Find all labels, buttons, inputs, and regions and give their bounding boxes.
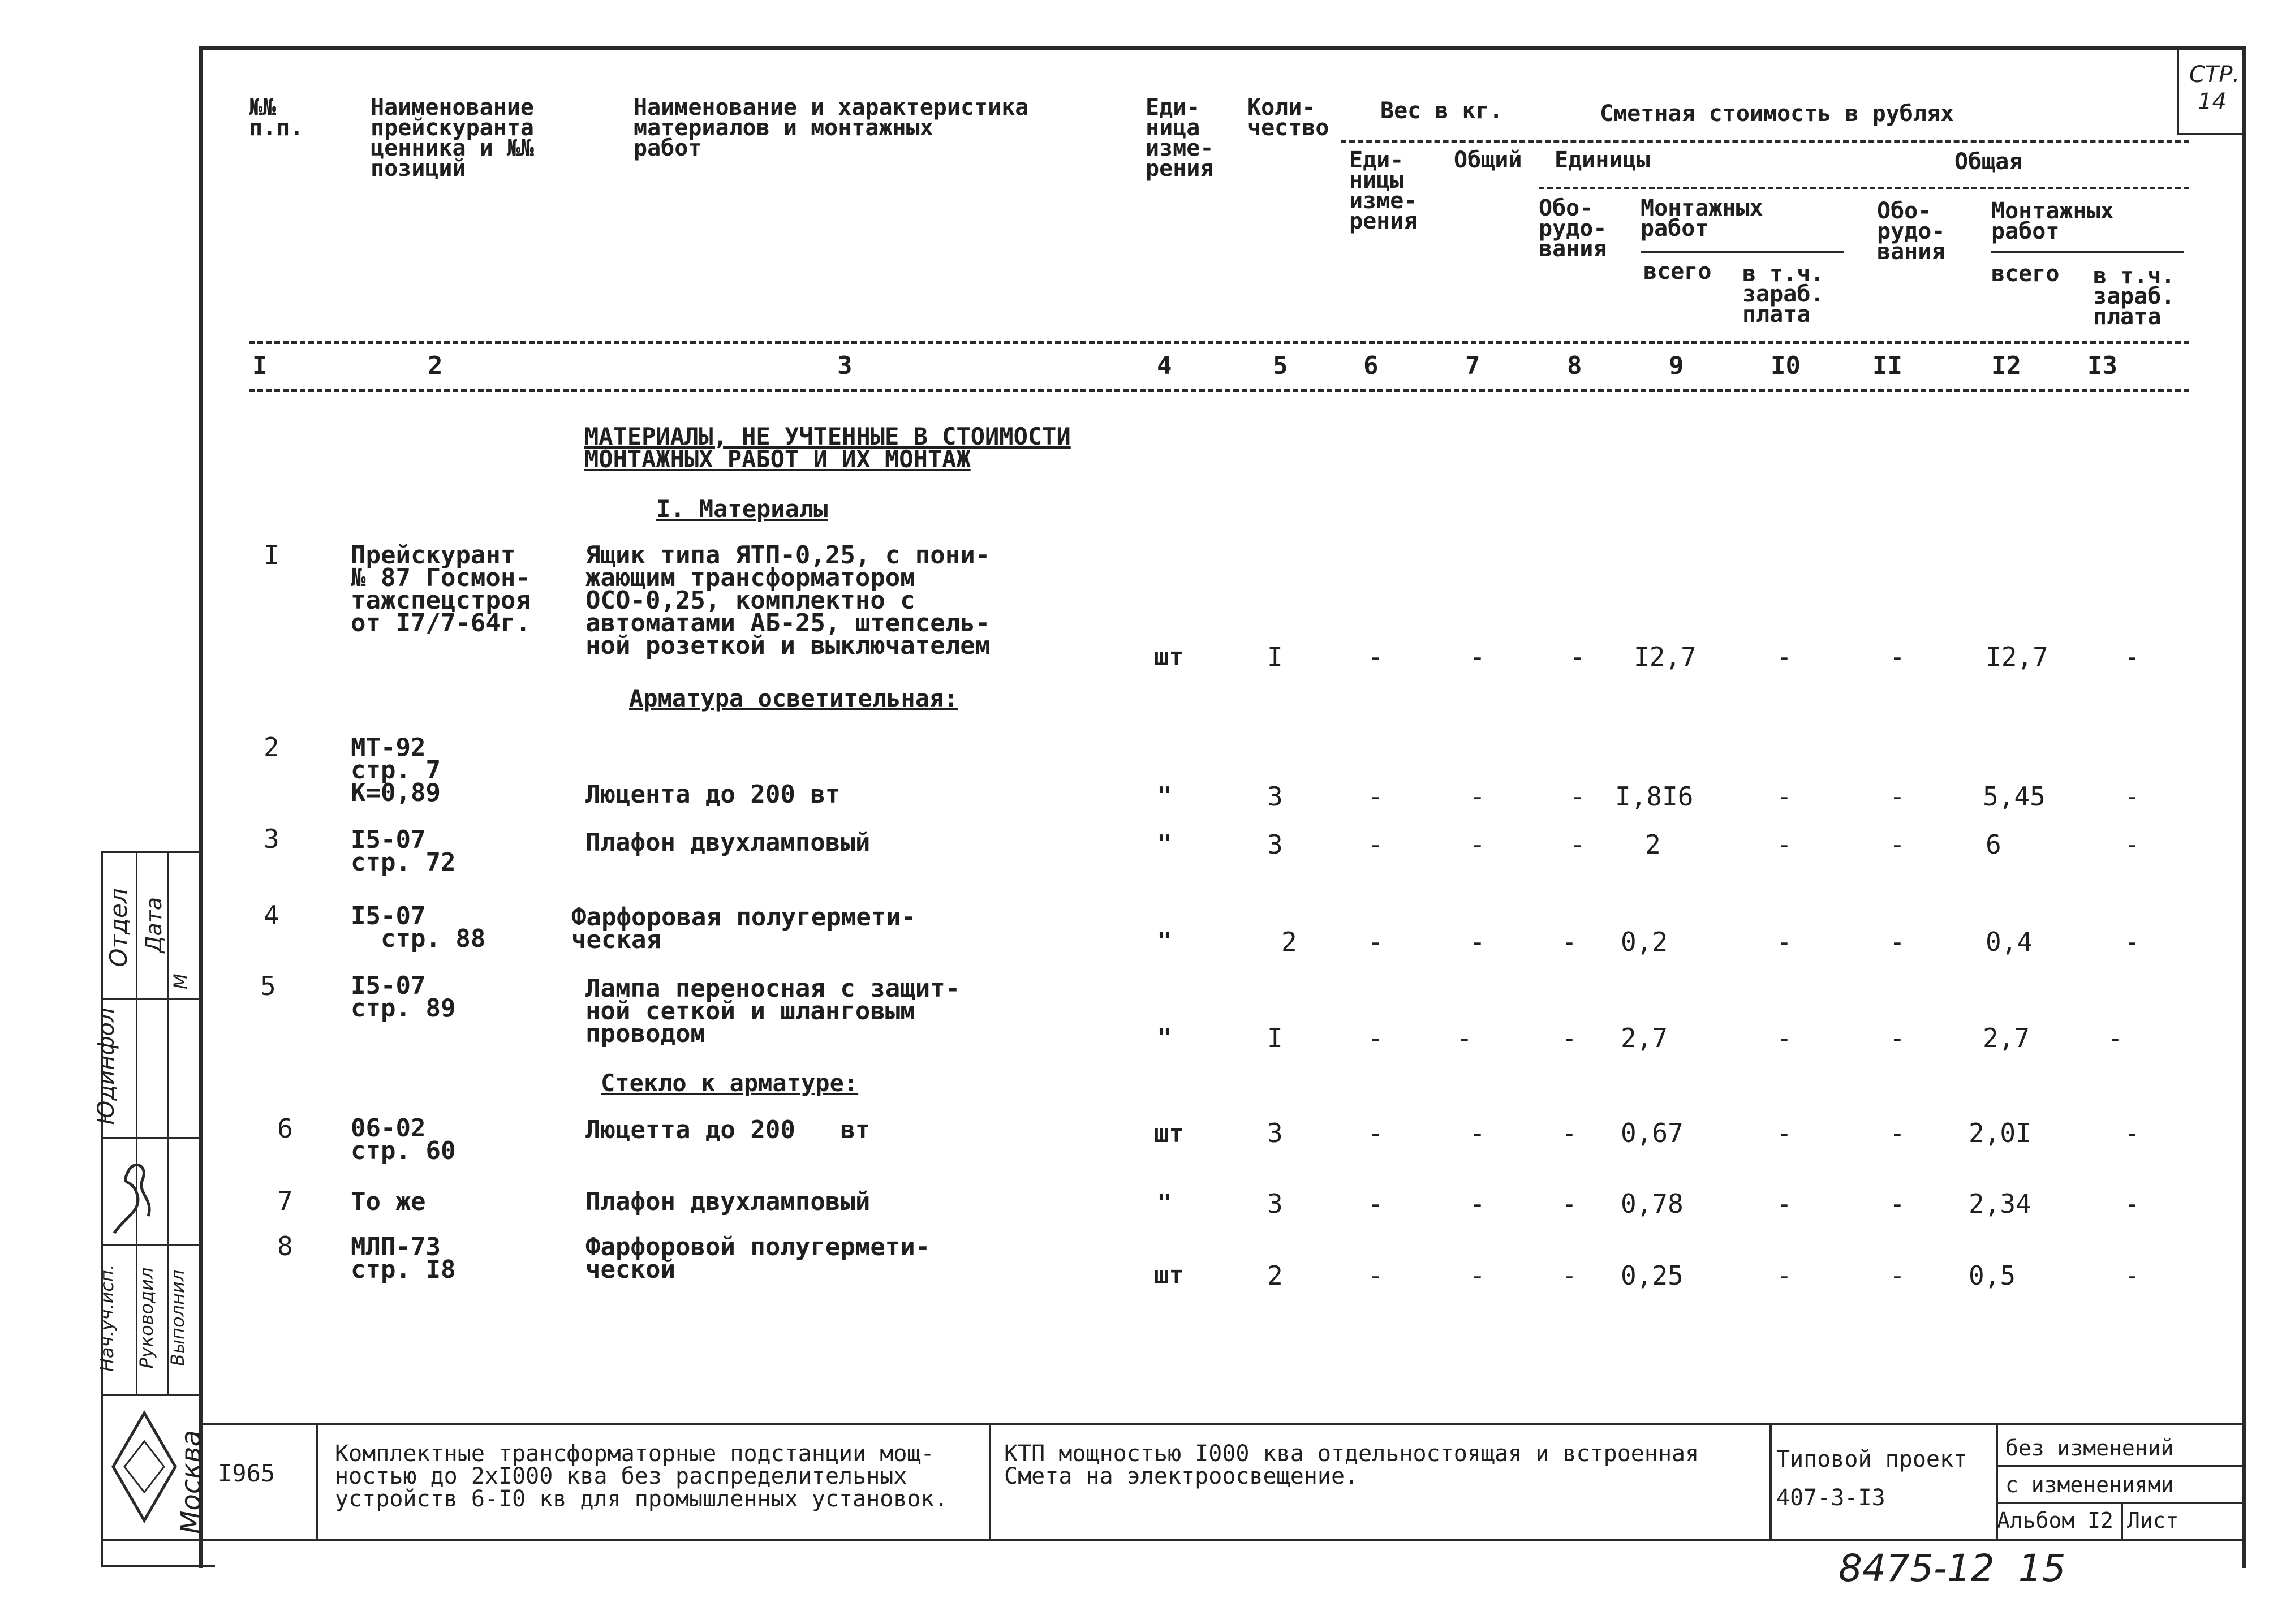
row-wage: - [1776, 1260, 1792, 1291]
header-col-5: Коли- чество [1247, 94, 1329, 141]
header-dash-1 [1341, 140, 2189, 143]
page-box-left [2177, 46, 2179, 134]
footer-project-label: Типовой проект [1776, 1446, 1967, 1472]
header-dash-2 [1539, 187, 2189, 189]
row-name: Плафон двухламповый [585, 828, 871, 857]
row-allt: 2,0I [1969, 1118, 2031, 1148]
row-unit: шт [1154, 1119, 1184, 1148]
row-qty: 3 [1267, 781, 1283, 812]
footer-no-change: без изменений [2005, 1436, 2174, 1461]
row-ref: I5-07 стр. 72 [351, 825, 456, 877]
header-all-total: всего [1991, 261, 2060, 287]
colnum-4: 4 [1157, 351, 1172, 380]
footer-year: I965 [218, 1459, 275, 1487]
row-w1: - [1368, 641, 1384, 672]
colnum-8: 8 [1567, 351, 1582, 380]
colnum-2: 2 [428, 351, 443, 380]
stamp-row-2 [101, 1137, 200, 1139]
colnum-13: I3 [2087, 351, 2117, 380]
stamp-row-3 [101, 1244, 200, 1246]
subsection-glass: Стекло к арматуре: [601, 1069, 859, 1097]
header-total: Общая [1954, 149, 2023, 175]
colnum-9: 9 [1669, 351, 1684, 380]
row-w1: - [1368, 781, 1384, 812]
row-num: I [264, 540, 279, 570]
header-weight-total: Общий [1454, 147, 1522, 173]
header-col-3: Наименование и характеристика материалов и монтажных работ [634, 94, 1029, 161]
row-num: 8 [277, 1231, 293, 1261]
row-eqt: - [1889, 927, 1905, 957]
row-w1: - [1368, 829, 1384, 860]
row-name: Лампа переносная с защит- ной сеткой и шланговым проводом [585, 974, 961, 1048]
handwritten-doc-number: 8475-12 15 [1839, 1547, 2066, 1590]
row-eq: - [1561, 1118, 1577, 1148]
row-w1: - [1368, 1260, 1384, 1291]
row-unit: шт [1154, 1261, 1184, 1290]
row-ref: МТ-92 стр. 7 К=0,89 [351, 733, 441, 807]
colnum-11: II [1872, 351, 1902, 380]
frame-right [2242, 46, 2246, 1568]
row-qty: I [1267, 641, 1283, 672]
colnum-dash-top [249, 341, 2189, 344]
row-allt: 2,34 [1969, 1188, 2031, 1219]
stamp-bottom-line [102, 1565, 215, 1567]
header-col-4: Еди- ница изме- рения [1146, 94, 1214, 182]
header-mount-total: Монтажных работ [1991, 198, 2114, 244]
row-eq: - [1561, 1023, 1577, 1053]
footer-div-1 [316, 1423, 318, 1541]
row-w1: - [1368, 1023, 1384, 1053]
colnum-7: 7 [1465, 351, 1480, 380]
row-wage: - [1776, 1023, 1792, 1053]
stamp-row-1-name: Юдинфол [93, 1007, 119, 1125]
row-ref: 06-02 стр. 60 [351, 1114, 456, 1165]
signature-mark [103, 1154, 165, 1239]
row-waget: - [2124, 829, 2140, 860]
colnum-dash-bottom [249, 389, 2189, 392]
header-cost: Сметная стоимость в рублях [1600, 101, 1954, 127]
row-eq: - [1570, 781, 1586, 812]
footer-list: Лист [2127, 1508, 2179, 1533]
row-eqt: - [1889, 1118, 1905, 1148]
header-equip-total: Обо- рудо- вания [1877, 198, 1945, 265]
stamp-row-4-name: Руководил [136, 1267, 157, 1369]
colnum-1: I [252, 351, 268, 380]
row-allt: 5,45 [1983, 781, 2046, 812]
row-unit: шт [1154, 643, 1184, 671]
row-all: 2,7 [1621, 1023, 1668, 1053]
row-eq: - [1570, 641, 1586, 672]
row-w2: - [1470, 1260, 1486, 1291]
footer-album-div [2121, 1504, 2123, 1539]
row-wage: - [1776, 781, 1792, 812]
colnum-6: 6 [1363, 351, 1379, 380]
row-waget: - [2124, 927, 2140, 957]
row-waget: - [2107, 1023, 2123, 1053]
stamp-row-4 [101, 1394, 200, 1396]
colnum-5: 5 [1273, 351, 1288, 380]
row-wage: - [1776, 641, 1792, 672]
row-qty: 3 [1267, 829, 1283, 860]
row-waget: - [2124, 781, 2140, 812]
row-allt: 0,5 [1969, 1260, 2016, 1291]
footer-div-3 [1769, 1423, 1772, 1541]
header-wage-total: в т.ч. зараб. плата [2093, 263, 2175, 330]
row-eqt: - [1889, 1023, 1905, 1053]
org-name: Москва [175, 1430, 207, 1534]
colnum-12: I2 [1991, 351, 2021, 380]
row-waget: - [2124, 641, 2140, 672]
row-eqt: - [1889, 781, 1905, 812]
header-col-2: Наименование прейскуранта ценника и №№ позиций [371, 94, 534, 182]
header-all-unit: всего [1643, 259, 1712, 285]
row-waget: - [2124, 1188, 2140, 1219]
colnum-3: 3 [837, 351, 853, 380]
row-w2: - [1470, 781, 1486, 812]
row-num: 6 [277, 1113, 293, 1144]
row-eqt: - [1889, 1260, 1905, 1291]
row-all: I,8I6 [1615, 781, 1694, 812]
row-w2: - [1457, 1023, 1473, 1053]
row-num: 4 [264, 900, 279, 931]
stamp-dept: Отдел [105, 888, 132, 967]
row-ref: Прейскурант № 87 Госмон- тажспецстроя от I7/7-64г. [351, 541, 531, 637]
row-w2: - [1470, 829, 1486, 860]
page-box-bottom [2177, 133, 2245, 135]
row-eq: - [1561, 1260, 1577, 1291]
footer-with-change: с изменениями [2005, 1472, 2174, 1497]
footer-album: Альбом I2 [1997, 1508, 2113, 1533]
stamp-date: Дата [141, 897, 166, 953]
footer-subtitle: КТП мощностью I000 ква отдельностоящая и встроенная Смета на электроосвещение. [1004, 1441, 1699, 1489]
row-qty: 2 [1267, 1260, 1283, 1291]
page-number: 14 [2198, 89, 2227, 115]
row-name: Ящик типа ЯТП-0,25, с пони- жающим трансформатором ОСО-0,25, комплектно с автоматами АБ-25, штепсель- ной розеткой и выключателем [585, 541, 991, 660]
row-all: 0,67 [1621, 1118, 1684, 1148]
row-num: 2 [264, 732, 279, 763]
footer-div-2 [989, 1423, 991, 1541]
row-waget: - [2124, 1118, 2140, 1148]
header-weight: Вес в кг. [1380, 98, 1503, 124]
row-w1: - [1368, 927, 1384, 957]
footer-right-mid-2 [1996, 1502, 2245, 1504]
row-qty: 2 [1281, 927, 1297, 957]
row-allt: I2,7 [1986, 641, 2048, 672]
footer-bottom-line [102, 1539, 2246, 1541]
row-eqt: - [1889, 1188, 1905, 1219]
stamp-m: М [170, 973, 191, 989]
row-w1: - [1368, 1118, 1384, 1148]
footer-project-number: 407-3-I3 [1776, 1485, 1885, 1511]
row-qty: 3 [1267, 1118, 1283, 1148]
row-name: Плафон двухламповый [585, 1187, 871, 1216]
row-eqt: - [1889, 829, 1905, 860]
row-name: Люцетта до 200 вт [585, 1115, 871, 1144]
colnum-10: I0 [1771, 351, 1801, 380]
header-mount-line-2 [1991, 251, 2184, 253]
row-ref: МЛП-73 стр. I8 [351, 1233, 456, 1284]
frame-top [201, 46, 2246, 50]
row-ref: То же [351, 1187, 426, 1216]
row-qty: I [1267, 1023, 1283, 1053]
header-unit: Единицы [1555, 147, 1650, 173]
row-w2: - [1470, 927, 1486, 957]
row-eq: - [1561, 927, 1577, 957]
header-mount-unit: Монтажных работ [1641, 195, 1763, 242]
row-ref: I5-07 стр. 88 [351, 902, 486, 953]
subsection-armatura: Арматура осветительная: [629, 684, 958, 712]
row-w2: - [1470, 1118, 1486, 1148]
row-waget: - [2124, 1260, 2140, 1291]
header-weight-unit: Еди- ницы изме- рения [1349, 147, 1418, 234]
row-w1: - [1368, 1188, 1384, 1219]
row-all: 0,25 [1621, 1260, 1684, 1291]
row-unit: " [1157, 830, 1172, 859]
row-wage: - [1776, 1118, 1792, 1148]
stamp-top [101, 851, 200, 853]
subsection-materials: I. Материалы [656, 495, 828, 523]
footer-description: Комплектные трансформаторные подстанции мощ- ностью до 2хI000 ква без распределительных устройств 6-I0 кв для промышленных установок. [335, 1441, 948, 1512]
row-name: Фарфоровой полугермети- ческой [585, 1233, 931, 1284]
header-mount-line-1 [1641, 251, 1844, 253]
footer-top-line [199, 1423, 2246, 1425]
row-num: 3 [264, 824, 279, 854]
header-equip-unit: Обо- рудо- вания [1539, 195, 1607, 262]
row-unit: " [1157, 927, 1172, 956]
row-all: I2,7 [1634, 641, 1697, 672]
stamp-row-5-name: Выполнил [167, 1269, 188, 1367]
row-unit: " [1157, 1023, 1172, 1052]
row-w2: - [1470, 641, 1486, 672]
row-allt: 0,4 [1986, 927, 2033, 957]
org-logo-icon [107, 1407, 181, 1526]
row-wage: - [1776, 829, 1792, 860]
row-unit: " [1157, 1189, 1172, 1218]
row-wage: - [1776, 1188, 1792, 1219]
row-eq: - [1570, 829, 1586, 860]
row-all: 2 [1645, 829, 1661, 860]
row-allt: 6 [1986, 829, 2001, 860]
row-w2: - [1470, 1188, 1486, 1219]
row-ref: I5-07 стр. 89 [351, 971, 456, 1023]
row-qty: 3 [1267, 1188, 1283, 1219]
header-col-1: №№ п.п. [249, 94, 304, 141]
row-eq: - [1561, 1188, 1577, 1219]
footer-right-mid-1 [1996, 1465, 2245, 1467]
page-label: СТР. [2189, 62, 2240, 88]
row-allt: 2,7 [1983, 1023, 2030, 1053]
row-all: 0,78 [1621, 1188, 1684, 1219]
row-eqt: - [1889, 641, 1905, 672]
header-wage-unit: в т.ч. зараб. плата [1742, 261, 1824, 328]
row-unit: " [1157, 782, 1172, 811]
frame-left [199, 46, 203, 1568]
row-name: Фарфоровая полугермети- ческая [571, 903, 916, 954]
row-wage: - [1776, 927, 1792, 957]
stamp-row-1 [101, 998, 200, 1000]
row-all: 0,2 [1621, 927, 1668, 957]
stamp-row-3-name: Нач.уч.исп. [96, 1264, 118, 1372]
row-name: Люцента до 200 вт [585, 780, 841, 809]
row-num: 7 [277, 1186, 293, 1216]
section-title: МАТЕРИАЛЫ, НЕ УЧТЕННЫЕ В СТОИМОСТИ МОНТАЖНЫХ РАБОТ И ИХ МОНТАЖ [584, 423, 1071, 473]
row-num: 5 [260, 971, 276, 1001]
